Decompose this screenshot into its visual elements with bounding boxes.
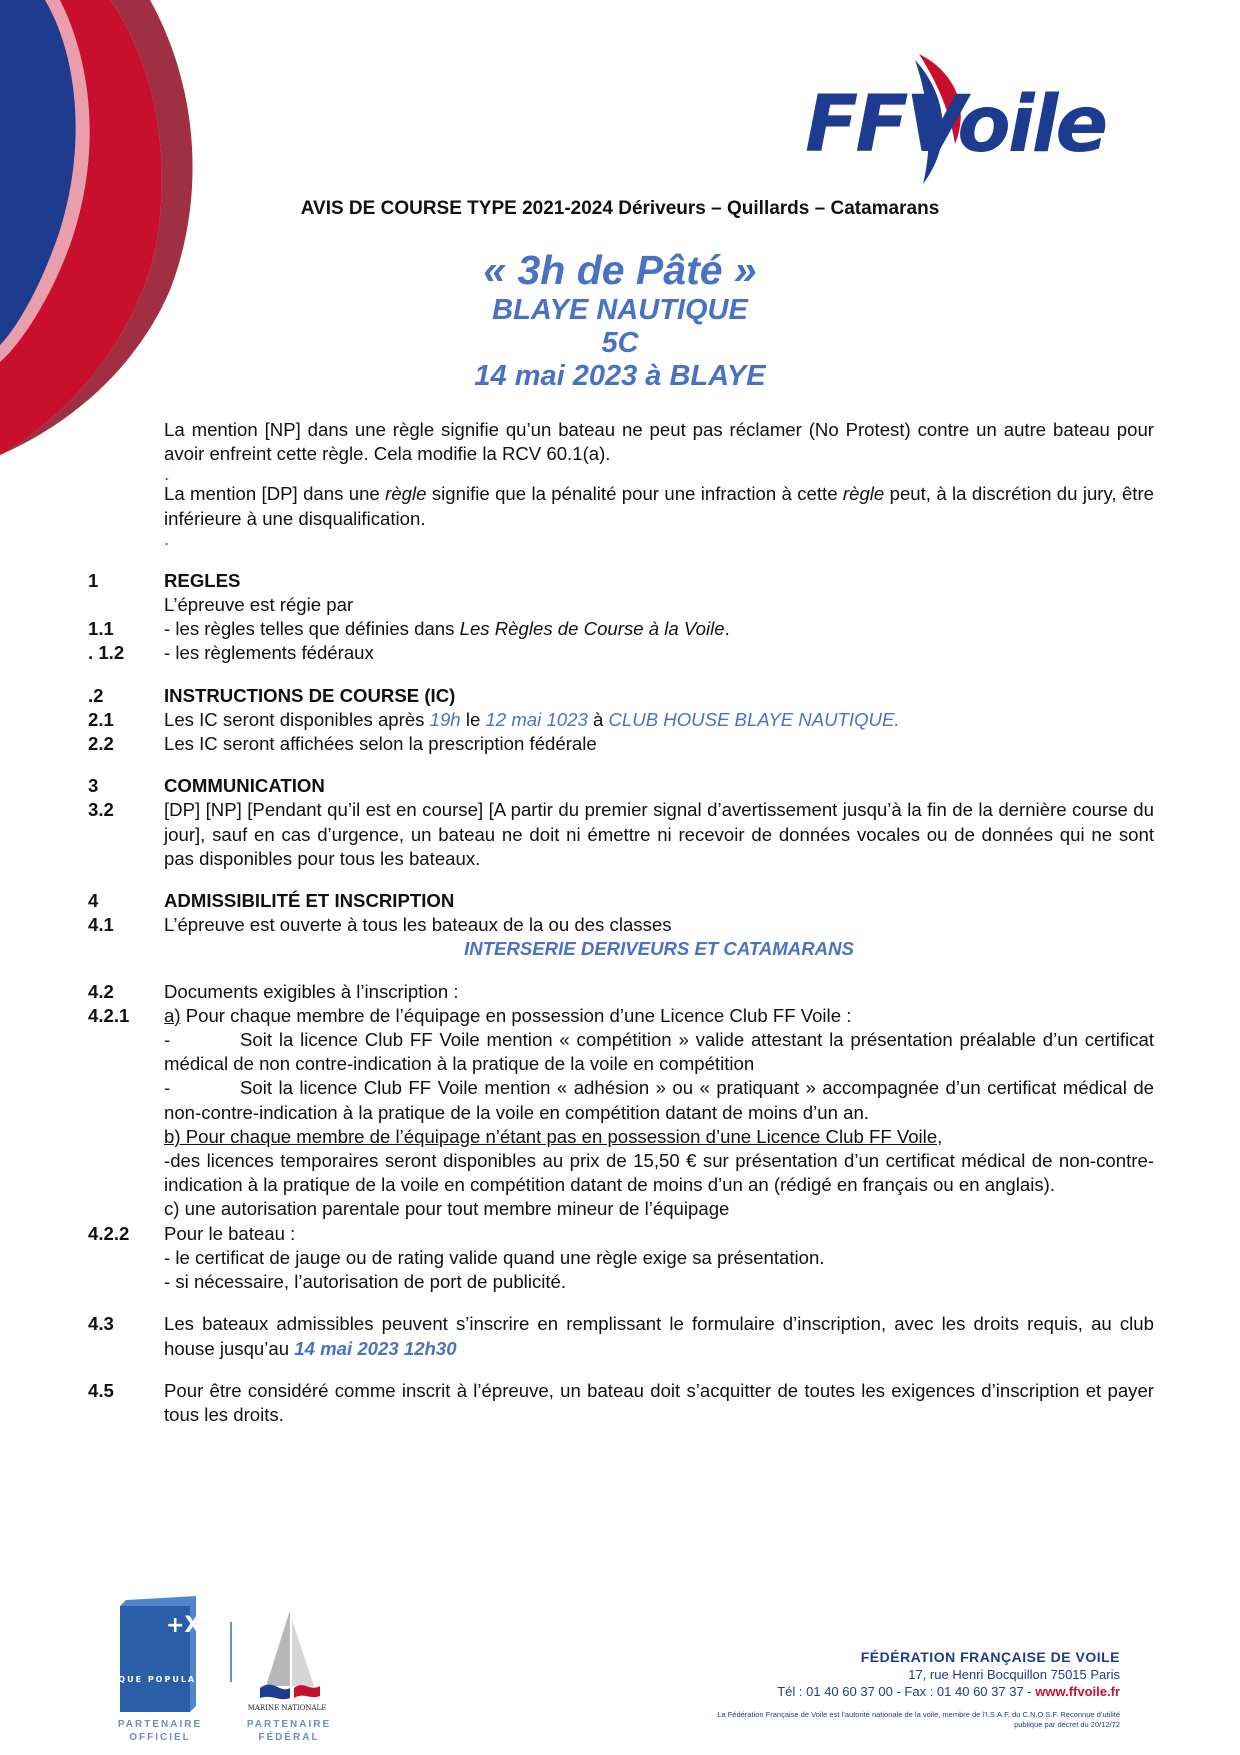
event-club: BLAYE NAUTIQUE	[492, 294, 748, 326]
rule-2-1: 2.1 Les IC seront disponibles après 19h le 12 mai 1023 à CLUB HOUSE BLAYE NAUTIQUE.	[88, 708, 900, 730]
website-link[interactable]: www.ffvoile.fr	[1035, 1684, 1120, 1699]
svg-text:+X: +X	[166, 1613, 202, 1638]
divider	[230, 1622, 232, 1682]
event-title: « 3h de Pâté »	[483, 247, 757, 293]
section-3-heading: 3 COMMUNICATION	[88, 775, 325, 797]
rule-4-2: 4.2 Documents exigibles à l’inscription :	[88, 980, 459, 1002]
eligible-classes: INTERSERIE DERIVEURS ET CATAMARANS	[464, 938, 854, 960]
svg-text:MARINE NATIONALE: MARINE NATIONALE	[247, 1704, 327, 1712]
federation-name: FÉDÉRATION FRANÇAISE DE VOILE	[860, 1649, 1120, 1665]
section-1-heading: 1 REGLES	[88, 569, 241, 591]
rule-4-2-1-temp-licence: -des licences temporaires seront disponibles au prix de 15,50 € sur présentation d’un certificat médical de non-contre-indication à la pratique de la voile en compétition datant de moins d’un an (rédigé en français ou en anglais).	[164, 1150, 1154, 1196]
partner-official-label: PARTENAIRE OFFICIEL	[117, 1719, 203, 1743]
red-dot: .	[164, 527, 170, 549]
rule-4-2-2: 4.2.2 Pour le bateau :	[88, 1222, 296, 1244]
intro-dp: La mention [DP] dans une règle signifie que la pénalité pour une infraction à cette règle peut, à la discrétion du jury, être inférieure à une disqualification.	[164, 483, 1154, 529]
partner-federal-label: PARTENAIRE FÉDÉRAL	[246, 1719, 332, 1743]
rule-4-2-1-adhesion: - Soit la licence Club FF Voile mention « adhésion » ou « pratiquant » accompagnée d’un certificat médical de non-contre-indication à la pratique de la voile en compétition datant de moins d’un an.	[164, 1077, 1154, 1123]
section-1-intro: L’épreuve est régie par	[164, 594, 354, 616]
banque-populaire-logo	[93, 1596, 217, 1718]
section-4-heading: 4 ADMISSIBILITÉ ET INSCRIPTION	[88, 890, 455, 912]
document-body	[88, 418, 1154, 1427]
rule-4-3: 4.3 Les bateaux admissibles peuvent s’inscrire en remplissant le formulaire d’inscription, avec les droits requis, au club house jusqu’au 14 mai 2023 12h30	[88, 1313, 1154, 1359]
section-2-heading: .2 INSTRUCTIONS DE COURSE (IC)	[88, 684, 456, 706]
rule-4-2-2-a: - le certificat de jauge ou de rating valide quand une règle exige sa présentation.	[164, 1246, 825, 1268]
event-grade: 5C	[601, 327, 639, 359]
document-header: AVIS DE COURSE TYPE 2021-2024 Dériveurs – Quillards – Catamarans	[300, 198, 940, 219]
federation-contact	[700, 1648, 1120, 1730]
federation-note: La Fédération Française de Voile est l’autorité nationale de la voile, membre de l’I.S.A.F, du C.N.O.S.F. Reconnue d’utilité publique par décret du 20/12/72	[717, 1710, 1120, 1729]
svg-text:BANQUE POPULAIRE: BANQUE POPULAIRE	[93, 1675, 217, 1684]
decorative-swoosh	[0, 0, 230, 470]
rule-4-2-1-b: b) Pour chaque membre de l’équipage n’étant pas en possession d’une Licence Club FF Voile,	[164, 1125, 943, 1147]
logo-text: FFVoile	[805, 80, 1106, 170]
rule-4-2-1-competition: - Soit la licence Club FF Voile mention « compétition » valide attestant la présentation préalable d’un certificat médical de non contre-indication à la pratique de la voile en compétition	[164, 1029, 1154, 1075]
rule-2-2: 2.2 Les IC seront affichées selon la prescription fédérale	[88, 733, 597, 755]
red-dot: .	[164, 463, 170, 485]
rule-4-5: 4.5 Pour être considéré comme inscrit à l’épreuve, un bateau doit s’acquitter de toutes les exigences d’inscription et payer tous les droits.	[88, 1379, 1154, 1425]
rule-4-1: 4.1 L’épreuve est ouverte à tous les bateaux de la ou des classes	[88, 914, 672, 936]
event-date-place: 14 mai 2023 à BLAYE	[474, 360, 766, 392]
rule-1-1: 1.1 - les règles telles que définies dans Les Règles de Course à la Voile.	[88, 618, 730, 640]
federation-address: 17, rue Henri Bocquillon 75015 Paris	[908, 1667, 1120, 1682]
marine-nationale-logo	[247, 1606, 327, 1718]
federation-phone: Tél : 01 40 60 37 00 - Fax : 01 40 60 37 37 - www.ffvoile.fr	[777, 1684, 1120, 1699]
event-block	[0, 246, 1240, 393]
rule-4-2-2-b: - si nécessaire, l’autorisation de port de publicité.	[164, 1271, 567, 1293]
rule-3-2: 3.2 [DP] [NP] [Pendant qu’il est en course] [A partir du premier signal d’avertissement jusqu’à la fin de la dernière course du jour], sauf en cas d’urgence, un bateau ne doit ni émettre ni recevoir de données vocales ou de données qui ne sont pas disponibles pour tous les bateaux.	[88, 799, 1154, 869]
intro-np: La mention [NP] dans une règle signifie qu’un bateau ne peut pas réclamer (No Protest) contre un autre bateau pour avoir enfreint cette règle. Cela modifie la RCV 60.1(a).	[164, 419, 1154, 465]
rule-4-2-1-c: c) une autorisation parentale pour tout membre mineur de l’équipage	[164, 1198, 730, 1220]
rule-1-2: . 1.2 - les règlements fédéraux	[88, 642, 374, 664]
rule-4-2-1: 4.2.1 a) Pour chaque membre de l’équipage en possession d’une Licence Club FF Voile :	[88, 1004, 852, 1026]
ffvoile-logo	[805, 52, 1130, 192]
